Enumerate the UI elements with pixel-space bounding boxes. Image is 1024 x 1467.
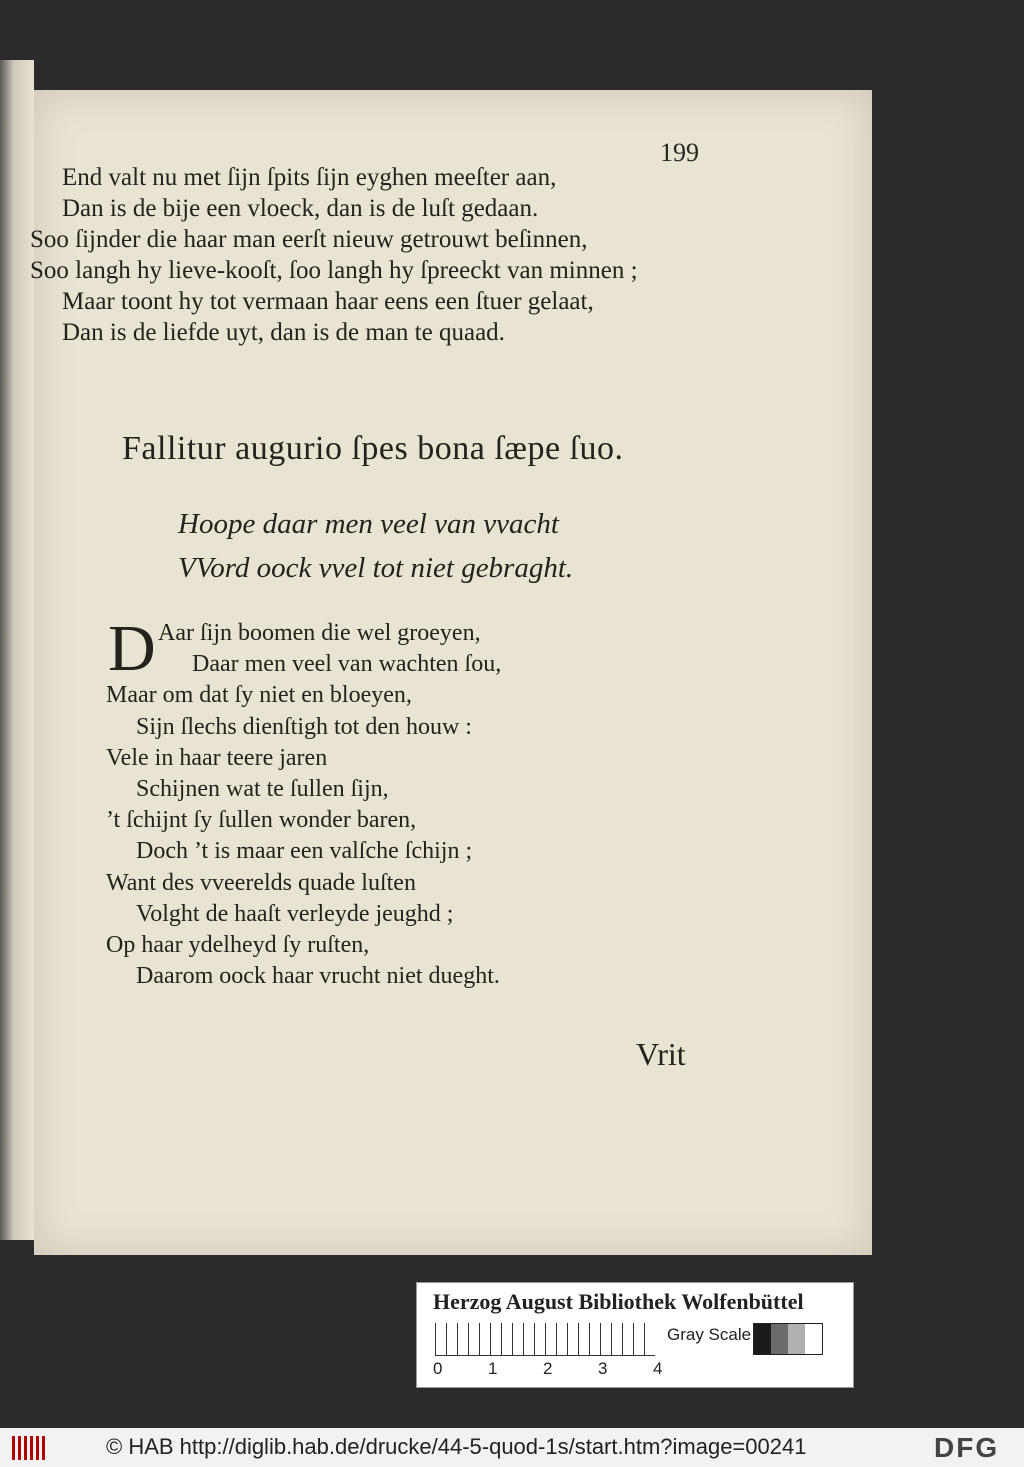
poem-line: ’t ſchijnt ſy ſullen wonder baren, [106, 807, 417, 834]
ruler-number: 3 [598, 1359, 608, 1378]
color-scale-card [416, 1282, 854, 1388]
ruler-number: 0 [433, 1359, 443, 1378]
poem-line: Sijn ſlechs dienſtigh tot den houw : [136, 713, 472, 740]
ruler-number: 4 [653, 1359, 663, 1378]
verse-line: End valt nu met ſijn ſpits ſijn eyghen meeſter aan, [62, 164, 557, 191]
emblem-motto: Fallitur augurio ſpes bona ſæpe ſuo. [122, 430, 624, 467]
ruler-ticks [435, 1323, 655, 1356]
verse-line: Maar toont hy tot vermaan haar eens een ſtuer gelaat, [62, 288, 594, 315]
subtitle-line: Hoope daar men veel van vvacht [178, 508, 559, 540]
adjacent-page-edge [0, 60, 34, 1240]
gray-scale-label: Gray Scale [667, 1325, 752, 1344]
poem-line: Daarom oock haar vrucht niet dueght. [136, 963, 500, 990]
poem-line: Volght de haaſt verleyde jeughd ; [136, 900, 454, 927]
subtitle-line: VVord oock vvel tot niet gebraght. [178, 552, 574, 584]
verse-line: Soo langh hy lieve-kooſt, ſoo langh hy ſpreeckt van minnen ; [30, 257, 638, 284]
poem-line: Op haar ydelheyd ſy ruſten, [106, 931, 370, 958]
drop-capital: D [108, 612, 156, 685]
poem-line: Doch ’t is maar een valſche ſchijn ; [136, 838, 473, 865]
poem-line: Daar men veel van wachten ſou, [192, 651, 502, 678]
poem-line: Maar om dat ſy niet en bloeyen, [106, 682, 412, 709]
library-name: Herzog August Bibliothek Wolfenbüttel [433, 1289, 804, 1314]
swatch [788, 1324, 805, 1354]
swatch [771, 1324, 788, 1354]
dfg-logo: DFG [934, 1432, 1000, 1463]
poem-line: Vele in haar teere jaren [106, 744, 328, 771]
source-url[interactable]: © HAB http://diglib.hab.de/drucke/44-5-quod-1s/start.htm?image=00241 [106, 1434, 807, 1459]
poem-line: Schijnen wat te ſullen ſijn, [136, 775, 389, 802]
ruler-number: 2 [543, 1359, 553, 1378]
verse-line: Dan is de liefde uyt, dan is de man te quaad. [62, 319, 505, 346]
hab-logo-icon [12, 1436, 48, 1460]
emblem-subtitle [178, 502, 573, 590]
poem-line: Aar ſijn boomen die wel groeyen, [158, 620, 481, 646]
footer-bar [0, 1428, 1024, 1467]
poem-line: Want des vveerelds quade luſten [106, 869, 416, 896]
gray-swatches [753, 1323, 823, 1355]
verse-line: Dan is de bije een vloeck, dan is de luſt gedaan. [62, 195, 539, 222]
swatch [754, 1324, 771, 1354]
ruler-number: 1 [488, 1359, 498, 1378]
ruler-numbers [433, 1359, 708, 1379]
page-number: 199 [660, 138, 699, 167]
swatch [805, 1324, 822, 1354]
top-verse [30, 162, 730, 348]
poem [106, 612, 502, 992]
verse-line: Soo ſijnder die haar man eerſt nieuw getrouwt beſinnen, [30, 226, 588, 253]
catchword: Vrit [636, 1036, 686, 1072]
